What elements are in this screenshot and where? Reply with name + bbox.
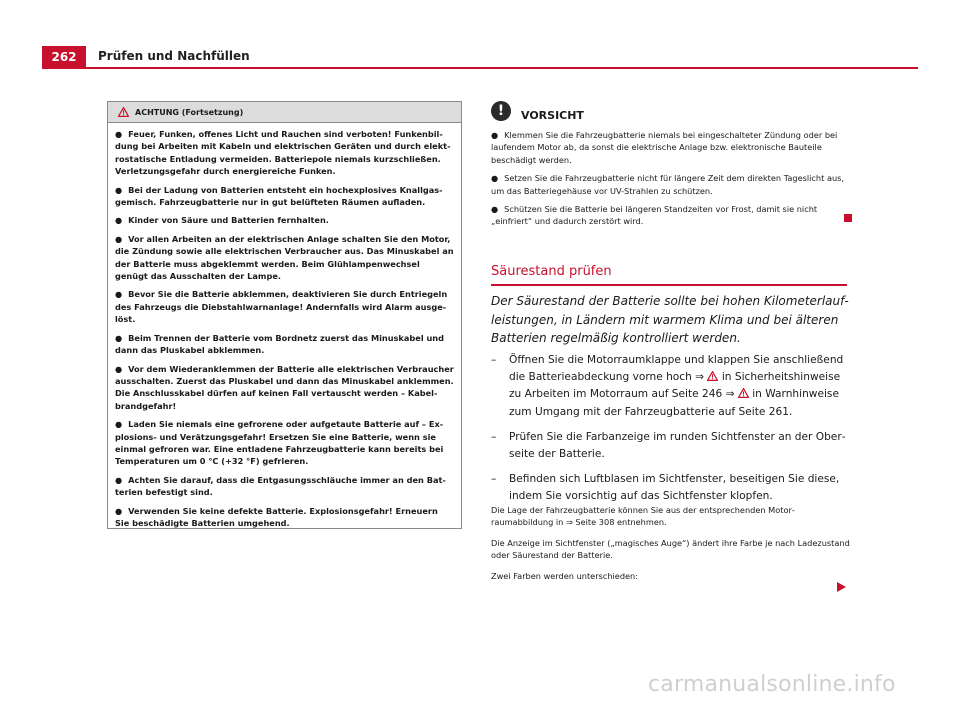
note-paragraph: Die Lage der Fahrzeugbatterie können Sie aus der entsprechenden Motorraumabbildung in ⇒ Seite 308 entnehmen. bbox=[491, 505, 795, 528]
warning-item: ● Feuer, Funken, offenes Licht und Rauchen sind verboten! Funkenbildung bei Arbeiten mit Kabeln und elektrischen Geräten und durch elektrostatische Entladung vermeiden. Batteriepole niemals kurzschließen. Verletzungsgefahr durch energiereiche Funken. bbox=[115, 129, 451, 177]
step-item: – Befinden sich Luftblasen im Sichtfenster, beseitigen Sie diese, indem Sie vorsichtig auf das Sichtfenster klopfen. bbox=[491, 473, 840, 503]
warning-triangle-icon bbox=[738, 388, 749, 398]
caution-section bbox=[491, 99, 846, 228]
watermark: carmanualsonline.info bbox=[648, 672, 896, 697]
note-paragraph: Zwei Farben werden unterschieden: bbox=[491, 570, 639, 581]
continue-arrow-icon bbox=[837, 582, 846, 592]
notes bbox=[491, 504, 851, 590]
warning-triangle-icon bbox=[707, 371, 718, 381]
warning-item: ● Bei der Ladung von Batterien entsteht ein hochexplosives Knallgasgemisch. Fahrzeugbatterie nur in gut belüfteten Räumen aufladen. bbox=[115, 184, 443, 208]
warning-item: ● Vor allen Arbeiten an der elektrischen Anlage schalten Sie den Motor, die Zündung sowie alle elektrischen Verbraucher aus. Das Minuskabel an der Batterie muss abgeklemmt werden. Beim Glühlampenwechsel genügt das Ausschalten der Lampe. bbox=[115, 233, 454, 282]
warning-box bbox=[107, 101, 462, 529]
warning-item: ● Vor dem Wiederanklemmen der Batterie alle elektrischen Verbraucher ausschalten. Zuerst das Pluskabel und dann das Minuskabel anklemmen. Die Anschlusskabel dürfen auf keinen Fall vertauscht werden – Kabelbrandgefahr! bbox=[115, 363, 454, 411]
warning-item: ● Beim Trennen der Batterie vom Bordnetz zuerst das Minuskabel und dann das Pluskabel abklemmen. bbox=[115, 332, 444, 356]
steps-list bbox=[491, 352, 851, 514]
exclamation-icon: ! bbox=[491, 101, 511, 121]
caution-item: ● Setzen Sie die Fahrzeugbatterie nicht für längere Zeit dem direkten Tageslicht aus, um das Batteriegehäuse vor UV-Strahlen zu schützen. bbox=[491, 173, 845, 196]
warning-item: ● Laden Sie niemals eine gefrorene oder aufgetaute Batterie auf – Explosions- und Verätzungsgefahr! Ersetzen Sie eine Batterie, wenn sie einmal gefroren war. Eine entladene Fahrzeugbatterie kann bereits bei Temperaturen um 0 °C (+32 °F) gefrieren. bbox=[115, 419, 444, 467]
warning-item: ● Achten Sie darauf, dass die Entgasungsschläuche immer an den Batterien befestigt sind. bbox=[115, 474, 446, 498]
warning-triangle-icon bbox=[118, 107, 129, 117]
warning-header bbox=[108, 102, 461, 123]
page-number: 262 bbox=[42, 46, 86, 68]
header-title: Prüfen und Nachfüllen bbox=[98, 49, 250, 63]
section-rule bbox=[491, 284, 847, 286]
warning-item: ● Verwenden Sie keine defekte Batterie. Explosionsgefahr! Erneuern Sie beschädigte Batterien umgehend. bbox=[115, 505, 438, 528]
warning-item: ● Kinder von Säure und Batterien fernhalten. bbox=[115, 215, 329, 226]
section-title: Säurestand prüfen bbox=[491, 264, 612, 279]
caution-item: ● Klemmen Sie die Fahrzeugbatterie niemals bei eingeschalteter Zündung oder bei laufendem Motor ab, da sonst die elektrische Anlage bzw. elektronische Bauteile beschädigt werden. bbox=[491, 130, 838, 165]
section-intro: Der Säurestand der Batterie sollte bei hohen Kilometerlaufleistungen, in Ländern mit warmem Klima und bei älteren Batterien regelmäßig kontrolliert werden. bbox=[491, 294, 849, 345]
section-end-square bbox=[844, 214, 852, 222]
note-paragraph: Die Anzeige im Sichtfenster („magisches Auge“) ändert ihre Farbe je nach Ladezustand oder Säurestand der Batterie. bbox=[491, 537, 850, 561]
step-item: – Prüfen Sie die Farbanzeige im runden Sichtfenster an der Oberseite der Batterie. bbox=[491, 430, 846, 461]
warning-item: ● Bevor Sie die Batterie abklemmen, deaktivieren Sie durch Entriegeln des Fahrzeugs die Diebstahlwarnanlage! Andernfalls wird Alarm ausgelöst. bbox=[115, 289, 448, 325]
header-rule bbox=[42, 67, 918, 69]
caution-title: VORSICHT bbox=[521, 108, 584, 122]
warning-title: ACHTUNG (Fortsetzung) bbox=[135, 107, 244, 117]
caution-item: ● Schützen Sie die Batterie bei längeren Standzeiten vor Frost, damit sie nicht „einfriert“ und dadurch zerstört wird. bbox=[491, 204, 818, 227]
step-item: – Öffnen Sie die Motorraumklappe und klappen Sie anschließend die Batterieabdeckung vorne hoch ⇒ in Sicherheitshinweise zu Arbeiten im Motorraum auf Seite 246 ⇒ in Warnhinweise zum Umgang mit der Fahrzeugbatterie auf Seite 261. bbox=[491, 354, 844, 418]
